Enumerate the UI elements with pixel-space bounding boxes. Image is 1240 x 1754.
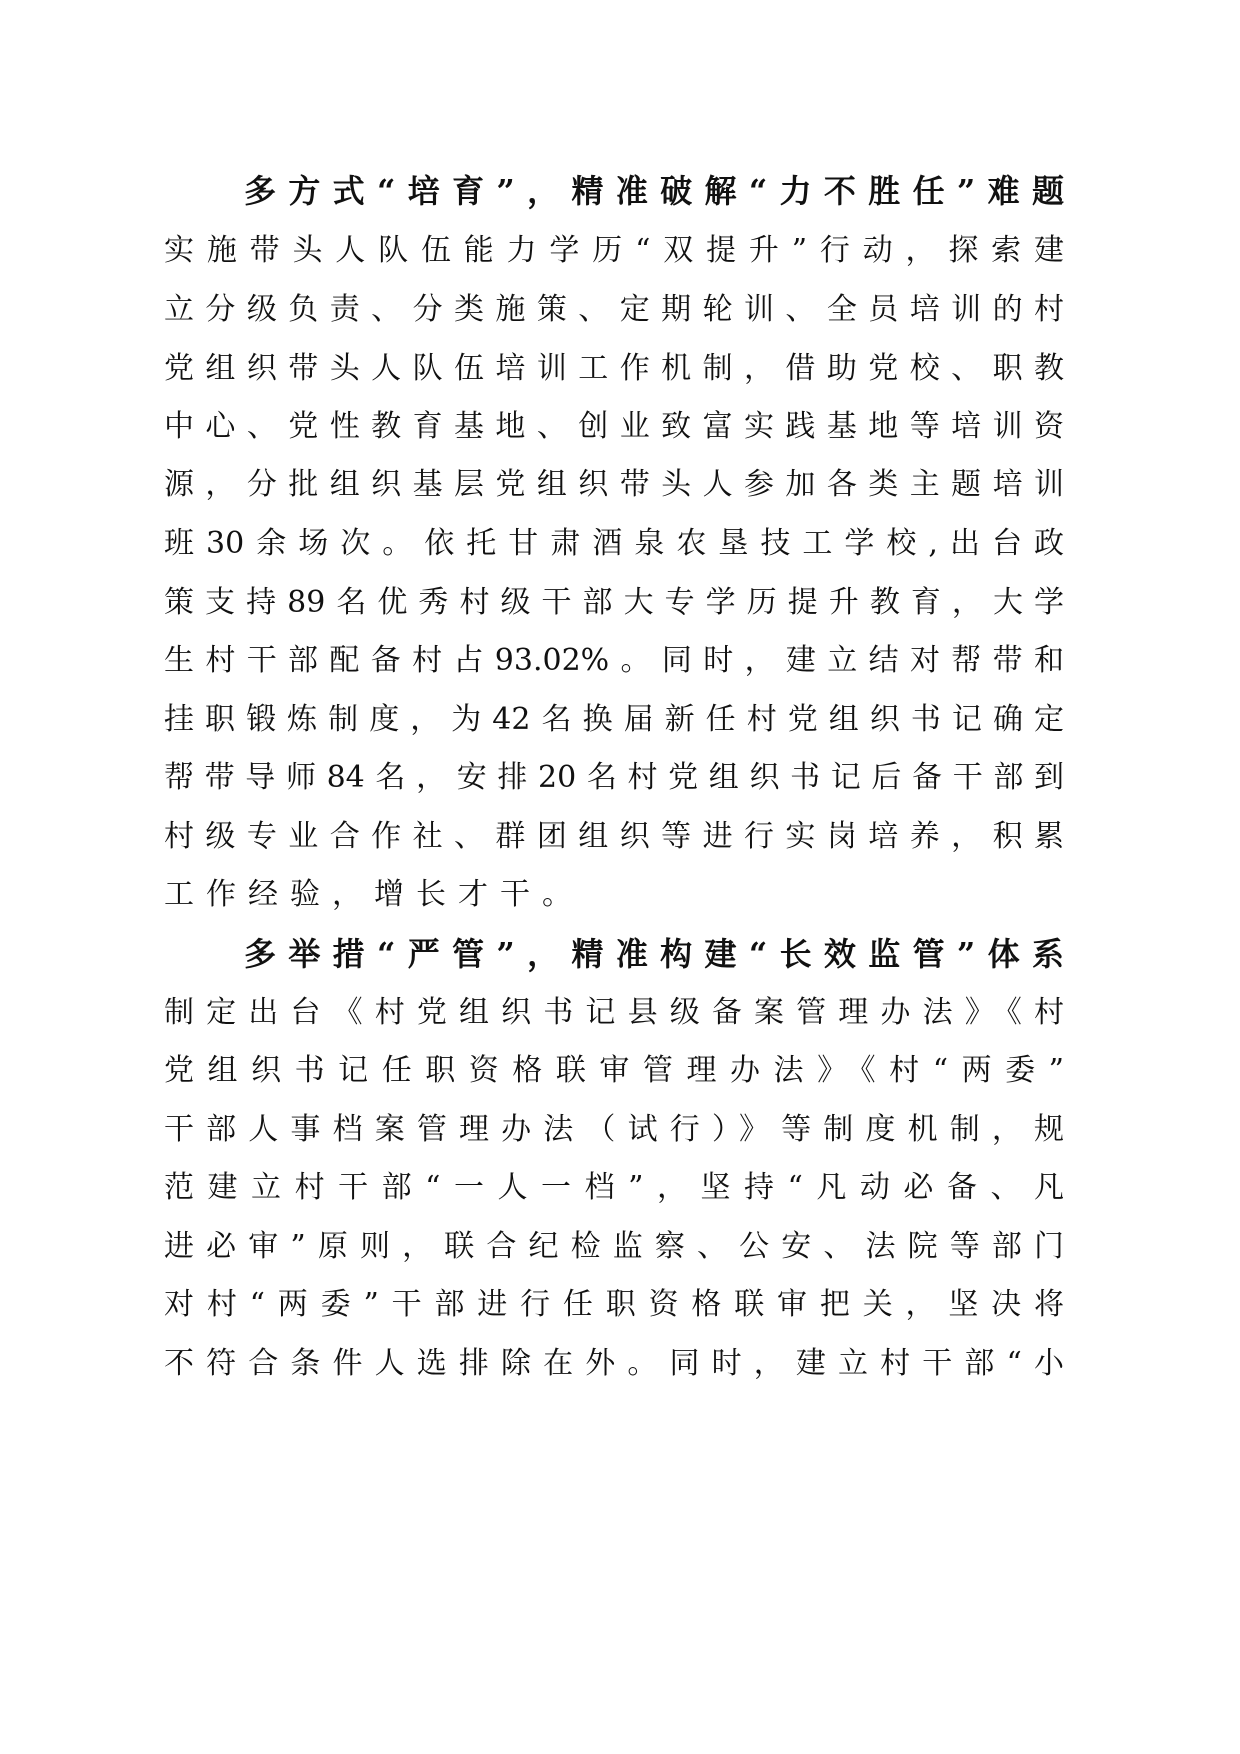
section2-line-7: 不符合条件人选排除在外。同时，建立村干部“小: [164, 1346, 1064, 1381]
section1-line-3: 党组织带头人队伍培训工作机制，借助党校、职教: [164, 351, 1064, 386]
section1-line-4: 中心、党性教育基地、创业致富实践基地等培训资: [164, 409, 1064, 444]
section1-line-6: 班30余场次。依托甘肃酒泉农垦技工学校,出台政: [164, 526, 1064, 561]
section1-line-2: 立分级负责、分类施策、定期轮训、全员培训的村: [164, 292, 1064, 327]
section1-line-1: 实施带头人队伍能力学历“双提升”行动，探索建: [164, 233, 1064, 268]
section1-line-5: 源，分批组织基层党组织带头人参加各类主题培训: [164, 467, 1064, 502]
section2-heading: 多举措“严管”，精准构建“长效监管”体系: [244, 935, 1064, 973]
section1-line-7: 策支持89名优秀村级干部大专学历提升教育，大学: [164, 585, 1064, 620]
section1-line-9: 挂职锻炼制度，为42名换届新任村党组织书记确定: [164, 702, 1064, 737]
section2-line-3: 干部人事档案管理办法（试行）》等制度机制，规: [164, 1112, 1064, 1147]
section2-line-5: 进必审”原则，联合纪检监察、公安、法院等部门: [164, 1229, 1064, 1264]
section1-line-8: 生村干部配备村占93.02%。同时，建立结对帮带和: [164, 643, 1064, 678]
section2-line-2: 党组织书记任职资格联审管理办法》《村“两委”: [164, 1053, 1064, 1088]
section2-line-6: 对村“两委”干部进行任职资格联审把关，坚决将: [164, 1287, 1064, 1322]
section1-heading: 多方式“培育”，精准破解“力不胜任”难题: [244, 172, 1064, 210]
section2-line-1: 制定出台《村党组织书记县级备案管理办法》《村: [164, 995, 1064, 1030]
section1-line-11: 村级专业合作社、群团组织等进行实岗培养，积累: [164, 819, 1064, 854]
section1-line-12: 工作经验，增长才干。: [164, 877, 584, 912]
section1-line-10: 帮带导师84名，安排20名村党组织书记后备干部到: [164, 760, 1064, 795]
section2-line-4: 范建立村干部“一人一档”，坚持“凡动必备、凡: [164, 1170, 1064, 1205]
